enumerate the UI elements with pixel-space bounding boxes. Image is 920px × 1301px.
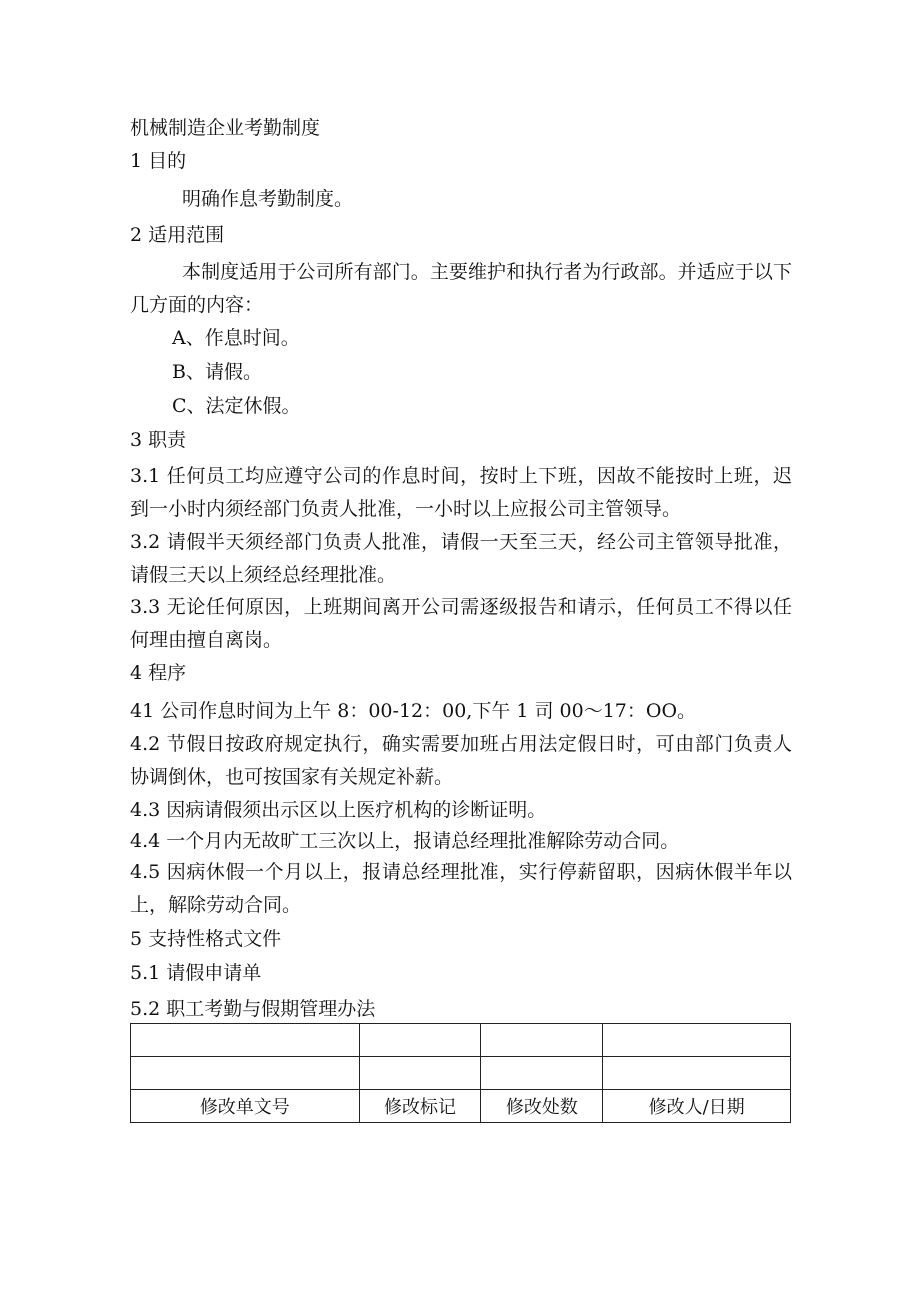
section-5-item-1: 5.1 请假申请单 bbox=[130, 962, 262, 984]
table-cell bbox=[481, 1057, 603, 1090]
document-title: 机械制造企业考勤制度 bbox=[130, 117, 321, 139]
section-4-heading: 4 程序 bbox=[130, 662, 187, 684]
section-5-item-2: 5.2 职工考勤与假期管理办法 bbox=[130, 998, 376, 1020]
table-cell bbox=[481, 1024, 603, 1057]
section-4-item-3: 4.3 因病请假须出示区以上医疗机构的诊断证明。 bbox=[130, 799, 547, 821]
section-1-text: 明确作息考勤制度。 bbox=[182, 188, 354, 210]
table-header-doc-number: 修改单文号 bbox=[131, 1090, 360, 1123]
table-cell bbox=[359, 1057, 481, 1090]
section-2-item-b: B、请假。 bbox=[172, 361, 262, 383]
table-cell bbox=[359, 1024, 481, 1057]
table-header-person-date: 修改人/日期 bbox=[603, 1090, 791, 1123]
table-cell bbox=[603, 1024, 791, 1057]
section-5-heading: 5 支持性格式文件 bbox=[130, 928, 282, 950]
table-header-row bbox=[131, 1090, 791, 1123]
section-4-item-4: 4.4 一个月内无故旷工三次以上，报请总经理批准解除劳动合同。 bbox=[130, 830, 680, 852]
table-header-mark: 修改标记 bbox=[359, 1090, 481, 1123]
section-3-item-2: 3.2 请假半天须经部门负责人批准，请假一天至三天，经公司主管领导批准，请假三天以上须经总经理批准。 bbox=[130, 531, 792, 586]
section-4-item-2: 4.2 节假日按政府规定执行，确实需要加班占用法定假日时，可由部门负责人协调倒休，也可按国家有关规定补薪。 bbox=[130, 733, 792, 788]
table-cell bbox=[131, 1057, 360, 1090]
table-cell bbox=[603, 1057, 791, 1090]
table-row bbox=[131, 1057, 791, 1090]
section-2-text: 本制度适用于公司所有部门。主要维护和执行者为行政部。并适应于以下几方面的内容： bbox=[130, 261, 792, 316]
table-row bbox=[131, 1024, 791, 1057]
revision-table bbox=[130, 1023, 791, 1123]
section-1-heading: 1 目的 bbox=[130, 150, 187, 172]
section-4-item-1: 41 公司作息时间为上午 8：00-12：00,下午 1 司 00〜17：OO。 bbox=[130, 700, 697, 722]
section-2-item-c: C、法定休假。 bbox=[172, 395, 301, 417]
section-3-item-1: 3.1 任何员工均应遵守公司的作息时间，按时上下班，因故不能按时上班，迟到一小时内须经部门负责人批准，一小时以上应报公司主管领导。 bbox=[130, 465, 792, 520]
section-3-item-3: 3.3 无论任何原因，上班期间离开公司需逐级报告和请示，任何员工不得以任何理由擅自离岗。 bbox=[130, 596, 792, 651]
table-header-count: 修改处数 bbox=[481, 1090, 603, 1123]
section-2-heading: 2 适用范围 bbox=[130, 224, 225, 246]
section-2-item-a: A、作息时间。 bbox=[172, 327, 300, 349]
table-cell bbox=[131, 1024, 360, 1057]
section-4-item-5: 4.5 因病休假一个月以上，报请总经理批准，实行停薪留职，因病休假半年以上，解除劳动合同。 bbox=[130, 861, 792, 916]
section-3-heading: 3 职责 bbox=[130, 429, 187, 451]
